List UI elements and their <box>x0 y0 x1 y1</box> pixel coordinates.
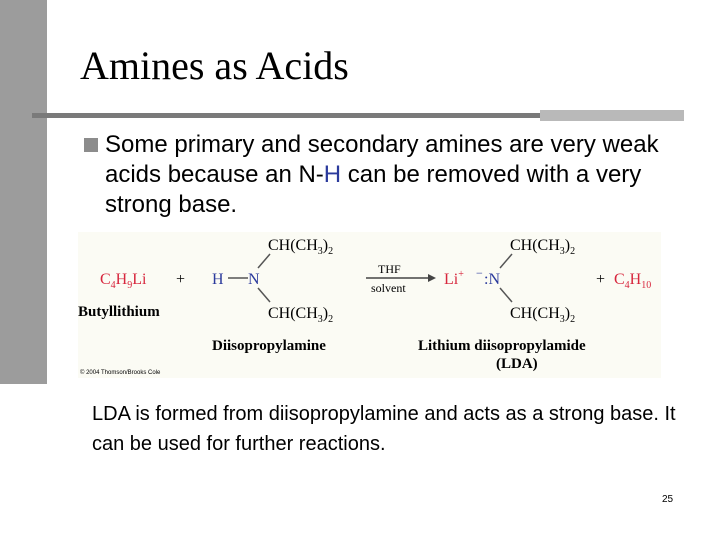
n-isopropyl-bond-top <box>258 254 270 268</box>
lda-label-line2: (LDA) <box>496 356 538 372</box>
butyllithium-label: Butyllithium <box>78 304 160 320</box>
amide-negative-charge: − <box>476 266 483 280</box>
bullet-text-after: can be removed with a very strong base. <box>105 161 642 218</box>
slide-title: Amines as Acids <box>80 43 349 88</box>
plus-sign-2: + <box>596 271 606 288</box>
amide-nitrogen: :N <box>484 271 500 288</box>
solvent-thf-label: THF <box>378 262 401 276</box>
bullet-text-before: Some primary and secondary amines are very weak acids because an N- <box>105 131 659 188</box>
lithium-cation: Li+ <box>444 269 464 288</box>
lda-label-line1: Lithium diisopropylamide <box>418 338 586 354</box>
plus-sign-1: + <box>176 271 186 288</box>
bullet-text <box>105 130 695 220</box>
butane-formula: $C_4H_{10}$ <box>614 271 652 291</box>
solvent-label: solvent <box>371 281 406 295</box>
left-accent-bar <box>0 0 47 384</box>
isopropyl-group-top: $CH(CH_3)_2$ <box>268 237 334 257</box>
page-number: 25 <box>662 494 674 505</box>
amide-isopropyl-bottom: $CH(CH_3)_2$ <box>510 305 576 325</box>
diisopropylamine-label: Diisopropylamine <box>212 338 326 354</box>
bullet-text-highlight: H <box>323 161 342 188</box>
title-underline-accent <box>540 110 684 121</box>
n-isopropyl-bond-bottom <box>258 288 270 302</box>
bullet-square-icon <box>84 138 98 152</box>
lda-explanation: LDA is formed from diisopropylamine and acts as a strong base. It can be used for further reactions. <box>92 403 676 455</box>
reaction-scheme <box>78 232 661 378</box>
isopropyl-group-bottom: $CH(CH_3)_2$ <box>268 305 334 325</box>
amine-nitrogen: N <box>248 271 260 288</box>
amide-bond-top <box>500 254 512 268</box>
reaction-arrow-head <box>428 274 436 282</box>
amide-isopropyl-top: $CH(CH_3)_2$ <box>510 237 576 257</box>
copyright-note: © 2004 Thomson/Brooks Cole <box>80 370 161 376</box>
amide-bond-bottom <box>500 288 512 302</box>
reaction-figure <box>78 232 661 378</box>
butyllithium-formula: $C_4H_9Li$ <box>100 271 147 291</box>
amine-hydrogen: H <box>212 271 224 288</box>
